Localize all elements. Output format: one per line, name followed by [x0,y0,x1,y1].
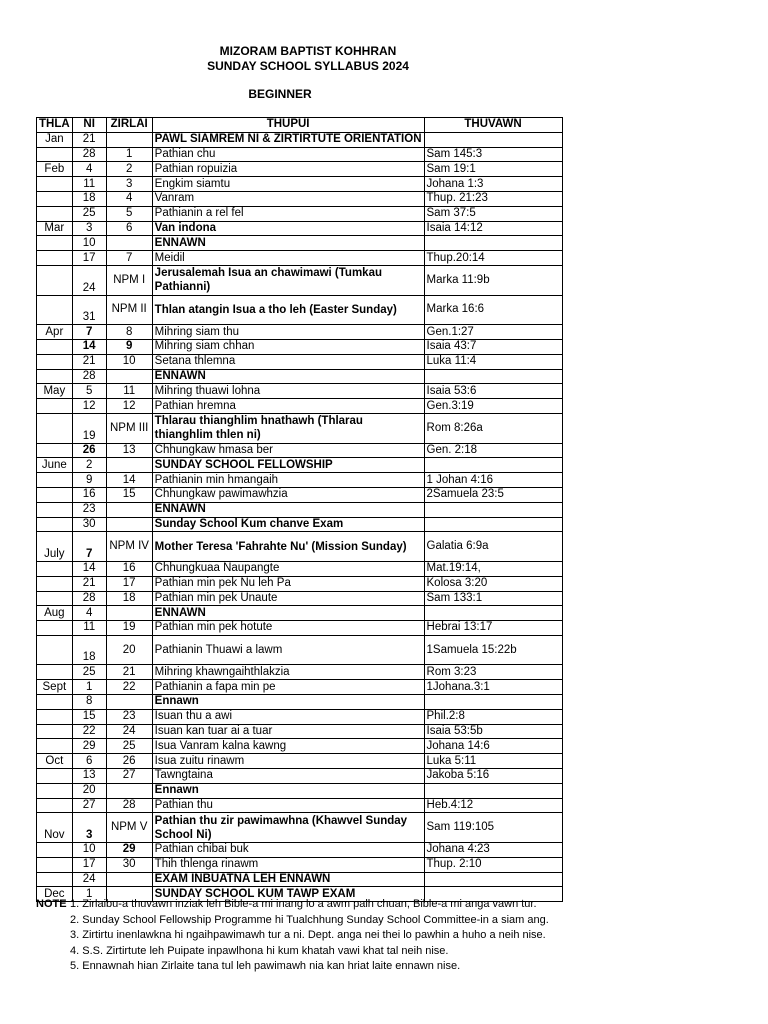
cell-thuvawn: Gen.1:27 [424,325,562,340]
cell-thupui: Mihring khawngaihthlakzia [152,665,424,680]
cell-thuvawn: Galatia 6:9a [424,532,562,562]
cell-thupui: Mihring siam thu [152,325,424,340]
cell-thla [37,621,73,636]
cell-thuvawn: Sam 145:3 [424,147,562,162]
cell-thuvawn: Heb.4:12 [424,798,562,813]
note-text: 4. S.S. Zirtirtute leh Puipate inpawlhona hi kum khatah vawi khat tal neih nise. [70,944,449,957]
table-row [37,162,563,177]
cell-thla [37,206,73,221]
cell-ni: 7 [72,532,106,562]
cell-thupui: Isua Vanram kalna kawng [152,739,424,754]
cell-thuvawn: Marka 16:6 [424,295,562,325]
cell-zirlai: 18 [106,591,152,606]
cell-thuvawn: Johana 4:23 [424,843,562,858]
cell-ni: 15 [72,709,106,724]
cell-ni: 18 [72,635,106,665]
cell-ni: 1 [72,680,106,695]
cell-thla [37,709,73,724]
cell-zirlai: 13 [106,443,152,458]
cell-zirlai: 16 [106,561,152,576]
note-text: 5. Ennawnah hian Zirlaite tana tul leh pawimawh nia kan hriat laite ennawn nise. [70,960,461,972]
level-title: BEGINNER [248,87,312,101]
cell-zirlai: 24 [106,724,152,739]
cell-zirlai: 7 [106,251,152,266]
cell-thla: Nov [37,813,73,843]
table-row [37,191,563,206]
cell-thuvawn: Phil.2:8 [424,709,562,724]
table-row [37,132,563,147]
cell-thupui: Meidil [152,251,424,266]
cell-thla: Mar [37,221,73,236]
cell-thuvawn: Johana 14:6 [424,739,562,754]
cell-thupui: Tawngtaina [152,769,424,784]
cell-zirlai: 14 [106,473,152,488]
cell-thuvawn: Gen.3:19 [424,399,562,414]
cell-zirlai: 19 [106,621,152,636]
cell-thla [37,147,73,162]
cell-thupui: Isuan thu a awi [152,709,424,724]
cell-thla [37,413,73,443]
note-text: 3. Zirtirtu inenlawkna hi ngaihpawimawh tur a ni. Dept. anga nei thei lo pawhin a huho a neih nise. [70,929,546,941]
table-row [37,591,563,606]
note-label: NOTE [36,898,67,910]
syllabus-table [36,117,563,902]
cell-thuvawn: Sam 119:105 [424,813,562,843]
notes-section [36,897,549,975]
table-row [37,843,563,858]
cell-zirlai: 27 [106,769,152,784]
cell-thupui: Chhungkuaa Naupangte [152,561,424,576]
cell-thla [37,857,73,872]
cell-ni: 28 [72,147,106,162]
table-row [37,384,563,399]
cell-thuvawn: Sam 19:1 [424,162,562,177]
cell-thla [37,265,73,295]
cell-thuvawn: Sam 133:1 [424,591,562,606]
cell-zirlai: 8 [106,325,152,340]
cell-thla [37,251,73,266]
cell-zirlai [106,132,152,147]
cell-thla: June [37,458,73,473]
cell-thupui: Van indona [152,221,424,236]
cell-thupui: Thlarau thianghlim hnathawh (Thlarau thianghlim thlen ni) [152,413,424,443]
cell-zirlai: 12 [106,399,152,414]
cell-thla: Apr [37,325,73,340]
col-header-ni: NI [72,118,106,133]
cell-thuvawn: Sam 37:5 [424,206,562,221]
cell-thupui: Chhungkaw pawimawhzia [152,487,424,502]
cell-thuvawn: Jakoba 5:16 [424,769,562,784]
table-row [37,739,563,754]
cell-thla [37,399,73,414]
cell-thupui: Thlan atangin Isua a tho leh (Easter Sunday) [152,295,424,325]
table-row [37,517,563,532]
cell-zirlai: 30 [106,857,152,872]
cell-thuvawn: Hebrai 13:17 [424,621,562,636]
table-row [37,458,563,473]
cell-thuvawn [424,502,562,517]
cell-zirlai [106,695,152,710]
table-row [37,665,563,680]
cell-zirlai [106,502,152,517]
cell-ni: 28 [72,369,106,384]
cell-thla [37,739,73,754]
table-row [37,783,563,798]
cell-thla: Feb [37,162,73,177]
table-header-row [37,118,563,133]
cell-thla [37,369,73,384]
cell-ni: 3 [72,813,106,843]
cell-zirlai: 25 [106,739,152,754]
table-row [37,325,563,340]
note-item [36,928,549,944]
cell-thla [37,783,73,798]
note-item [36,913,549,929]
table-row [37,872,563,887]
note-text: 2. Sunday School Fellowship Programme hi Tualchhung Sunday School Committee-in a siam ang. [70,913,549,926]
cell-zirlai: 11 [106,384,152,399]
cell-thupui: Ennawn [152,783,424,798]
cell-thuvawn: 1Samuela 15:22b [424,635,562,665]
cell-ni: 20 [72,783,106,798]
cell-ni: 8 [72,695,106,710]
col-header-thuvawn: THUVAWN [424,118,562,133]
table-row [37,221,563,236]
cell-thuvawn: Isaia 53:6 [424,384,562,399]
cell-thupui: Isuan kan tuar ai a tuar [152,724,424,739]
table-row [37,502,563,517]
cell-zirlai: NPM IV [106,532,152,562]
cell-thuvawn [424,606,562,621]
table-row [37,443,563,458]
cell-thupui: Pathian thu [152,798,424,813]
cell-thla [37,843,73,858]
cell-thupui: Pathian min pek Unaute [152,591,424,606]
cell-zirlai [106,517,152,532]
table-row [37,857,563,872]
cell-ni: 3 [72,221,106,236]
cell-ni: 4 [72,162,106,177]
table-row [37,680,563,695]
cell-thupui: Chhungkaw hmasa ber [152,443,424,458]
cell-thupui: Pathianin a rel fel [152,206,424,221]
cell-ni: 29 [72,739,106,754]
cell-thla [37,695,73,710]
cell-zirlai: 22 [106,680,152,695]
cell-zirlai [106,606,152,621]
cell-zirlai: 3 [106,177,152,192]
cell-zirlai: 4 [106,191,152,206]
cell-ni: 14 [72,339,106,354]
cell-thla [37,798,73,813]
cell-thupui: Pathianin Thuawi a lawm [152,635,424,665]
table-row [37,177,563,192]
cell-zirlai: 21 [106,665,152,680]
cell-thupui: Mihring siam chhan [152,339,424,354]
cell-thla [37,769,73,784]
cell-ni: 25 [72,206,106,221]
cell-thla [37,635,73,665]
cell-thupui: Ennawn [152,695,424,710]
cell-thuvawn: 1 Johan 4:16 [424,473,562,488]
cell-zirlai: 15 [106,487,152,502]
cell-thupui: Pathian thu zir pawimawhna (Khawvel Sunday School Ni) [152,813,424,843]
cell-thuvawn: Rom 8:26a [424,413,562,443]
table-row [37,473,563,488]
cell-thuvawn: Mat.19:14, [424,561,562,576]
cell-thupui: ENNAWN [152,369,424,384]
org-title: MIZORAM BAPTIST KOHHRAN [219,44,397,58]
cell-ni: 5 [72,384,106,399]
cell-thupui: Isua zuitu rinawm [152,754,424,769]
table-row [37,295,563,325]
table-row [37,399,563,414]
cell-thupui: Pathian chibai buk [152,843,424,858]
table-row [37,606,563,621]
col-header-thupui: THUPUI [152,118,424,133]
cell-zirlai [106,872,152,887]
cell-ni: 10 [72,236,106,251]
note-text: 1. Zirlaibu-a thuvawn inziak leh Bible-a mi inang lo a awm palh chuan, Bible-a mi anga vawn tur. [70,898,537,910]
cell-thupui: PAWL SIAMREM NI & ZIRTIRTUTE ORIENTATION [152,132,424,147]
cell-thla [37,339,73,354]
cell-thupui: Mihring thuawi lohna [152,384,424,399]
cell-thuvawn: 2Samuela 23:5 [424,487,562,502]
cell-zirlai: 10 [106,354,152,369]
cell-ni: 17 [72,857,106,872]
cell-thla: Oct [37,754,73,769]
cell-ni: 24 [72,872,106,887]
cell-thuvawn: Luka 11:4 [424,354,562,369]
table-row [37,724,563,739]
cell-zirlai: NPM III [106,413,152,443]
table-row [37,413,563,443]
table-row [37,251,563,266]
cell-thla [37,591,73,606]
cell-thla [37,561,73,576]
table-row [37,369,563,384]
cell-thla [37,177,73,192]
cell-thla [37,487,73,502]
cell-ni: 30 [72,517,106,532]
cell-thupui: Pathian hremna [152,399,424,414]
cell-zirlai: 6 [106,221,152,236]
cell-thupui: Engkim siamtu [152,177,424,192]
cell-thupui: SUNDAY SCHOOL KUM TAWP EXAM [152,887,424,902]
syllabus-title: SUNDAY SCHOOL SYLLABUS 2024 [207,59,409,73]
cell-zirlai: 17 [106,576,152,591]
cell-ni: 4 [72,606,106,621]
cell-thuvawn: Rom 3:23 [424,665,562,680]
cell-thla [37,473,73,488]
cell-ni: 2 [72,458,106,473]
note-item [36,959,549,975]
cell-zirlai: 20 [106,635,152,665]
cell-zirlai: NPM I [106,265,152,295]
cell-thla [37,517,73,532]
cell-ni: 28 [72,591,106,606]
note-item [36,944,549,960]
cell-thupui: Setana thlemna [152,354,424,369]
cell-ni: 10 [72,843,106,858]
cell-zirlai: NPM II [106,295,152,325]
cell-thla: Sept [37,680,73,695]
table-row [37,339,563,354]
cell-thla [37,191,73,206]
cell-thla [37,665,73,680]
cell-thupui: Pathian min pek Nu leh Pa [152,576,424,591]
cell-thla [37,354,73,369]
cell-ni: 7 [72,325,106,340]
cell-thla [37,576,73,591]
cell-thla [37,443,73,458]
cell-thla: May [37,384,73,399]
cell-thla [37,295,73,325]
cell-thla: Jan [37,132,73,147]
cell-zirlai: 28 [106,798,152,813]
cell-thupui: EXAM INBUATNA LEH ENNAWN [152,872,424,887]
table-row [37,147,563,162]
cell-thla [37,724,73,739]
cell-thuvawn: Kolosa 3:20 [424,576,562,591]
cell-zirlai: NPM V [106,813,152,843]
table-row [37,354,563,369]
cell-thuvawn [424,132,562,147]
cell-thupui: Pathianin a fapa min pe [152,680,424,695]
cell-thuvawn: Johana 1:3 [424,177,562,192]
cell-thla [37,502,73,517]
table-row [37,532,563,562]
cell-thupui: Thih thlenga rinawm [152,857,424,872]
cell-thla [37,236,73,251]
cell-thuvawn [424,369,562,384]
cell-ni: 16 [72,487,106,502]
cell-thuvawn: Isaia 14:12 [424,221,562,236]
cell-ni: 18 [72,191,106,206]
table-row [37,561,563,576]
table-row [37,487,563,502]
cell-ni: 11 [72,621,106,636]
cell-zirlai [106,369,152,384]
table-row [37,621,563,636]
cell-thuvawn: Thup.20:14 [424,251,562,266]
table-row [37,236,563,251]
cell-thupui: Pathian min pek hotute [152,621,424,636]
cell-thuvawn [424,458,562,473]
table-row [37,635,563,665]
cell-thuvawn [424,517,562,532]
cell-zirlai [106,236,152,251]
table-row [37,813,563,843]
cell-thla: July [37,532,73,562]
cell-thupui: Sunday School Kum chanve Exam [152,517,424,532]
table-row [37,206,563,221]
cell-ni: 21 [72,132,106,147]
cell-ni: 21 [72,354,106,369]
col-header-thla: THLA [37,118,73,133]
col-header-zirlai: ZIRLAI [106,118,152,133]
cell-thla: Aug [37,606,73,621]
cell-ni: 1 [72,887,106,902]
cell-zirlai: 5 [106,206,152,221]
cell-thuvawn: Marka 11:9b [424,265,562,295]
table-row [37,265,563,295]
cell-ni: 11 [72,177,106,192]
cell-zirlai: 2 [106,162,152,177]
cell-ni: 13 [72,769,106,784]
cell-thuvawn: Luka 5:11 [424,754,562,769]
table-row [37,754,563,769]
note-item [36,897,549,913]
cell-thupui: ENNAWN [152,236,424,251]
cell-thuvawn: 1Johana.3:1 [424,680,562,695]
cell-ni: 23 [72,502,106,517]
cell-thupui: ENNAWN [152,606,424,621]
cell-ni: 31 [72,295,106,325]
table-row [37,769,563,784]
cell-thupui: Vanram [152,191,424,206]
cell-thuvawn: Isaia 53:5b [424,724,562,739]
cell-thuvawn [424,236,562,251]
table-row [37,576,563,591]
table-row [37,695,563,710]
cell-thupui: Mother Teresa 'Fahrahte Nu' (Mission Sunday) [152,532,424,562]
cell-ni: 14 [72,561,106,576]
cell-ni: 27 [72,798,106,813]
cell-ni: 19 [72,413,106,443]
cell-thla [37,872,73,887]
cell-thuvawn [424,783,562,798]
cell-ni: 26 [72,443,106,458]
cell-thupui: Jerusalemah Isua an chawimawi (Tumkau Pathianni) [152,265,424,295]
cell-thuvawn: Thup. 2:10 [424,857,562,872]
cell-thuvawn [424,695,562,710]
table-row [37,798,563,813]
cell-zirlai: 26 [106,754,152,769]
cell-zirlai [106,458,152,473]
cell-ni: 6 [72,754,106,769]
cell-zirlai: 23 [106,709,152,724]
cell-thuvawn [424,872,562,887]
cell-ni: 9 [72,473,106,488]
cell-zirlai: 1 [106,147,152,162]
cell-thuvawn: Gen. 2:18 [424,443,562,458]
cell-ni: 22 [72,724,106,739]
cell-thupui: Pathian ropuizia [152,162,424,177]
cell-zirlai: 9 [106,339,152,354]
cell-thla: Dec [37,887,73,902]
cell-zirlai: 29 [106,843,152,858]
cell-thupui: SUNDAY SCHOOL FELLOWSHIP [152,458,424,473]
cell-ni: 12 [72,399,106,414]
table-row [37,709,563,724]
cell-thupui: Pathian chu [152,147,424,162]
cell-ni: 24 [72,265,106,295]
cell-thupui: Pathianin min hmangaih [152,473,424,488]
cell-zirlai [106,783,152,798]
cell-thuvawn: Isaia 43:7 [424,339,562,354]
cell-thupui: ENNAWN [152,502,424,517]
cell-ni: 25 [72,665,106,680]
cell-thuvawn: Thup. 21:23 [424,191,562,206]
cell-ni: 17 [72,251,106,266]
cell-ni: 21 [72,576,106,591]
